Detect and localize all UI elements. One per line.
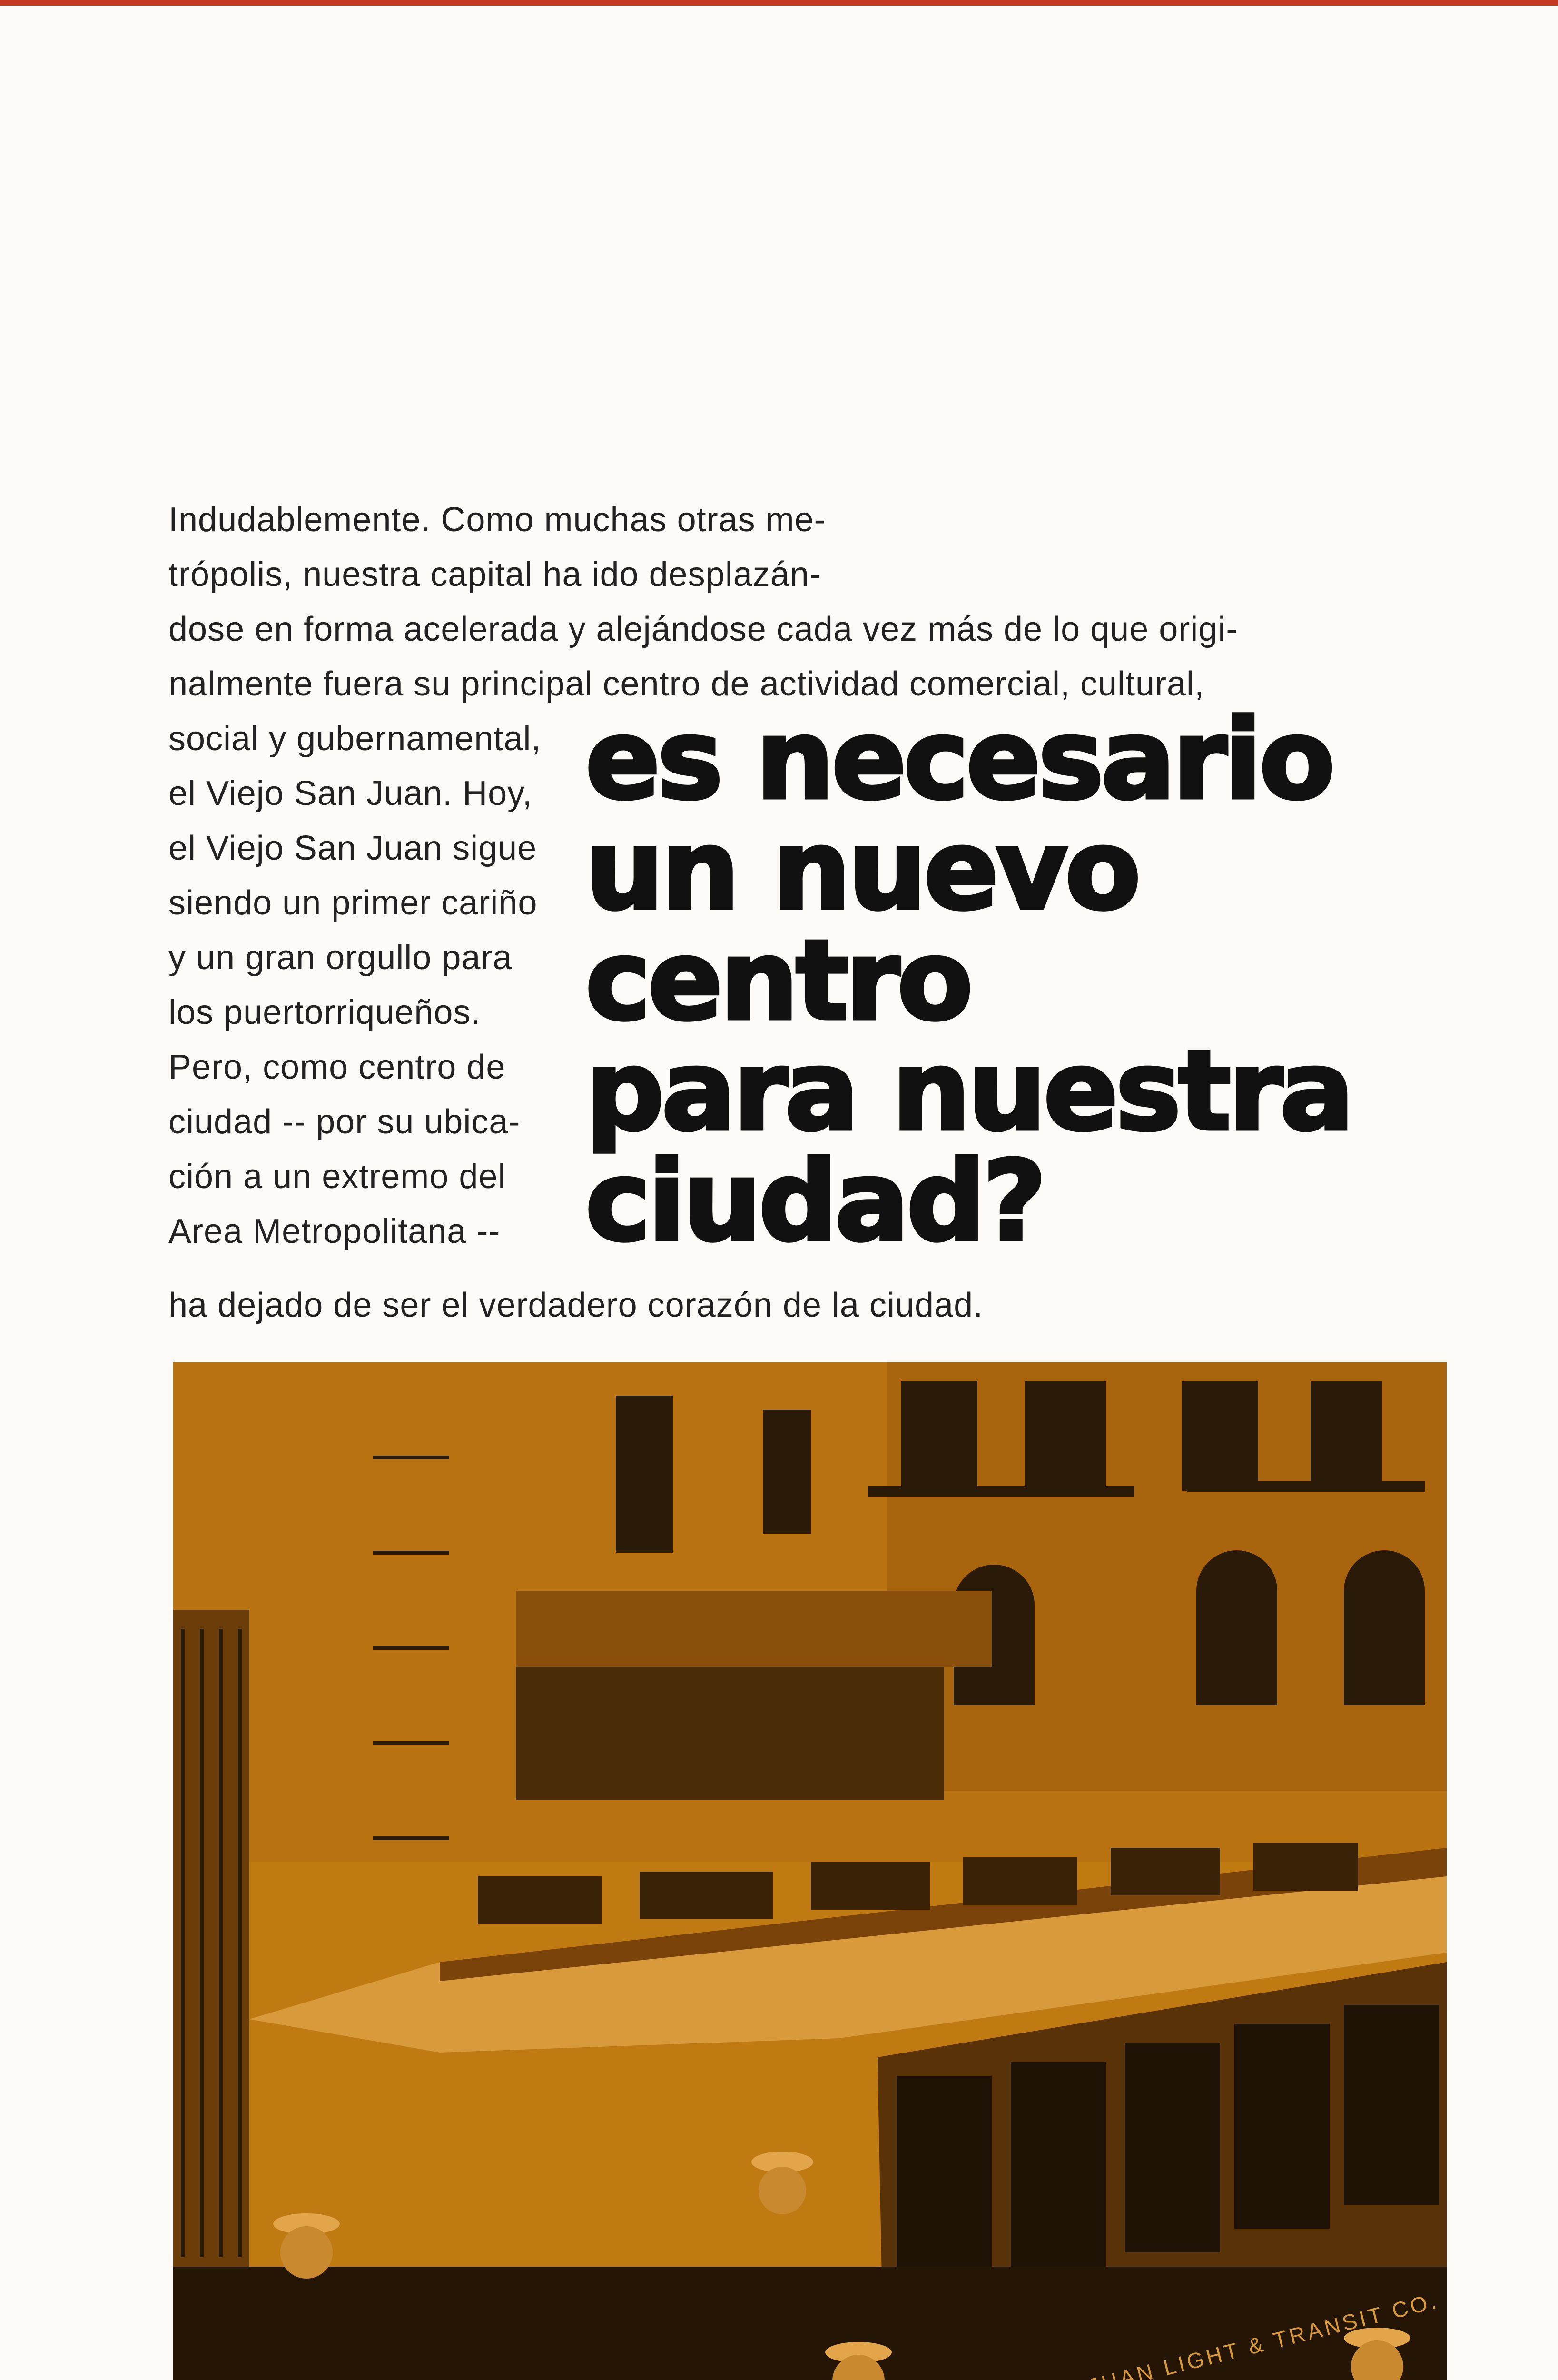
column-line: Area Metropolitana -- — [168, 1212, 501, 1250]
column-line: los puertorriqueños. — [168, 993, 481, 1031]
column-line: social y gubernamental, — [168, 720, 542, 758]
headline-line: un nuevo — [585, 806, 1138, 934]
headline-line: es necesario — [585, 695, 1332, 824]
column-paragraph — [168, 712, 541, 1259]
column-line: el Viejo San Juan sigue — [168, 829, 537, 867]
intro-line: trópolis, nuestra capital ha ido desplazán- — [168, 555, 821, 594]
column-line: Pero, como centro de — [168, 1048, 506, 1086]
headline-line: para nuestra — [585, 1027, 1351, 1155]
column-line: y un gran orgullo para — [168, 939, 513, 977]
headline-line: ciudad? — [585, 1137, 1044, 1266]
column-line: siendo un primer cariño — [168, 884, 538, 922]
closing-line — [168, 1278, 983, 1333]
column-line: el Viejo San Juan. Hoy, — [168, 774, 532, 813]
closing-text: ha dejado de ser el verdadero corazón de la ciudad. — [168, 1286, 984, 1324]
photo-illustration — [173, 1362, 1447, 2380]
column-line: ción a un extremo del — [168, 1158, 506, 1196]
top-rule — [0, 0, 1558, 6]
column-line: ciudad -- por su ubica- — [168, 1103, 521, 1141]
historic-street-photo — [173, 1362, 1447, 2380]
intro-paragraph — [168, 493, 1238, 712]
intro-line: nalmente fuera su principal centro de actividad comercial, cultural, — [168, 665, 1205, 703]
intro-line: Indudablemente. Como muchas otras me- — [168, 501, 826, 539]
intro-line: dose en forma acelerada y alejándose cada vez más de lo que origi- — [168, 610, 1238, 648]
headline — [585, 695, 1351, 1266]
headline-line: centro — [585, 916, 970, 1045]
